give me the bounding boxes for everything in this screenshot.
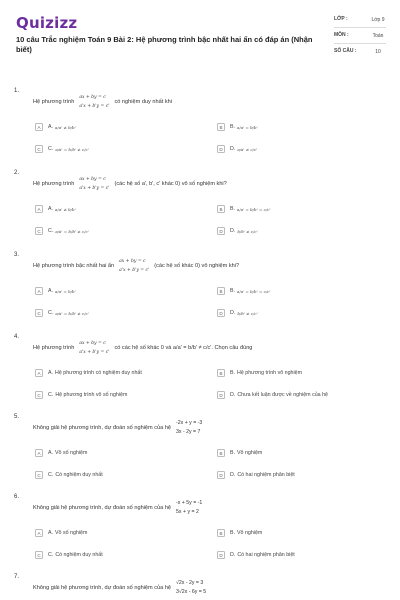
option-text: Vô nghiệm <box>237 450 263 456</box>
option-letter-badge: B <box>217 529 225 537</box>
answer-option-a[interactable] <box>35 286 76 296</box>
equation-line: 3√2x - 6y = 5 <box>176 589 207 595</box>
equation-line: a'x + b'y = c' <box>119 268 150 273</box>
option-letter-badge: D <box>217 309 225 317</box>
option-label: A. <box>48 124 54 130</box>
option-math: a/a' ≠ b/b' <box>55 206 76 212</box>
option-label: A. <box>48 370 54 376</box>
question-number: 4. <box>14 334 20 340</box>
option-letter-badge: D <box>217 391 225 399</box>
option-label: D. <box>230 552 236 558</box>
answer-option-b[interactable] <box>217 204 271 214</box>
option-label: C. <box>48 228 54 234</box>
answer-option-a[interactable] <box>35 122 76 132</box>
worksheet-meta <box>334 16 386 56</box>
question-text <box>33 499 207 517</box>
equation-system <box>176 419 202 437</box>
answer-option-b[interactable] <box>217 368 302 378</box>
option-text: Hệ phương trình có nghiệm duy nhất <box>55 370 142 376</box>
option-letter-badge: A <box>35 369 43 377</box>
equation-line: a'x + b'y = c' <box>79 350 110 355</box>
question-text <box>33 93 172 111</box>
option-math: a/a' = b/b' = c/c' <box>237 288 271 294</box>
option-letter-badge: D <box>217 227 225 235</box>
equation-system <box>119 257 149 275</box>
option-label: B. <box>230 124 236 130</box>
answer-option-d[interactable] <box>217 390 328 400</box>
option-text: Có hai nghiệm phân biệt <box>237 552 295 558</box>
option-text: Vô nghiệm <box>237 530 263 536</box>
question-number: 7. <box>14 574 20 580</box>
answer-option-c[interactable] <box>35 144 89 154</box>
meta-subject-label: MÔN : <box>334 32 349 38</box>
option-label: B. <box>230 288 236 294</box>
option-math: a/a' = b/b' <box>55 288 76 294</box>
option-text: Vô số nghiệm <box>55 530 88 536</box>
equation-system <box>176 579 206 597</box>
option-letter-badge: C <box>35 551 43 559</box>
question-post-text: có các hệ số khác 0 và a/a' = b/b' ≠ c/c'. Chọn câu đúng <box>114 345 253 351</box>
question-post-text: (các hệ số a', b', c' khác 0) vô số nghiệm khi? <box>114 181 227 187</box>
option-text: Có nghiệm duy nhất <box>55 552 103 558</box>
option-label: D. <box>230 228 236 234</box>
answer-option-c[interactable] <box>35 226 89 236</box>
question-pre-text: Không giải hệ phương trình, dự đoán số nghiệm của hệ <box>33 425 172 431</box>
answer-option-c[interactable] <box>35 470 103 480</box>
worksheet-title: 10 câu Trắc nghiệm Toán 9 Bài 2: Hệ phương trình bậc nhất hai ẩn có đáp án (Nhận biết) <box>16 35 313 54</box>
option-letter-badge: A <box>35 205 43 213</box>
question-pre-text: Hệ phương trình bậc nhất hai ẩn <box>33 263 115 269</box>
option-label: A. <box>48 530 54 536</box>
meta-count-value: 10 <box>375 49 381 55</box>
option-text: Vô số nghiệm <box>55 450 88 456</box>
option-label: B. <box>230 370 236 376</box>
option-letter-badge: C <box>35 391 43 399</box>
option-letter-badge: A <box>35 123 43 131</box>
option-label: C. <box>48 392 54 398</box>
answer-option-c[interactable] <box>35 550 103 560</box>
option-math: a/a' = b/b' ≠ c/c' <box>55 146 89 152</box>
question-text <box>33 339 252 357</box>
equation-system <box>176 499 202 517</box>
question-pre-text: Không giải hệ phương trình, dự đoán số nghiệm của hệ <box>33 585 172 591</box>
option-letter-badge: B <box>217 369 225 377</box>
question-text <box>33 579 211 597</box>
option-text: Hệ phương trình vô số nghiệm <box>55 392 128 398</box>
meta-count-label: SỐ CÂU : <box>334 48 357 54</box>
answer-option-c[interactable] <box>35 390 127 400</box>
equation-system <box>79 175 109 193</box>
question-pre-text: Không giải hệ phương trình, dự đoán số nghiệm của hệ <box>33 505 172 511</box>
option-letter-badge: C <box>35 145 43 153</box>
option-label: A. <box>48 288 54 294</box>
option-letter-badge: C <box>35 471 43 479</box>
option-letter-badge: D <box>217 145 225 153</box>
option-label: D. <box>230 310 236 316</box>
answer-option-b[interactable] <box>217 286 271 296</box>
equation-line: ax + by = c <box>79 341 106 346</box>
option-label: A. <box>48 206 54 212</box>
question-pre-text: Hệ phương trình <box>33 181 75 187</box>
answer-option-d[interactable] <box>217 308 258 318</box>
question-number: 5. <box>14 414 20 420</box>
equation-line: ax + by = c <box>79 177 106 182</box>
equation-line: ax + by = c <box>119 259 146 264</box>
meta-count-row <box>334 48 386 56</box>
question-post-text: có nghiệm duy nhất khi <box>114 99 172 105</box>
question-number: 3. <box>14 252 20 258</box>
answer-option-d[interactable] <box>217 144 257 154</box>
meta-grade-value: Lớp 9 <box>371 17 385 23</box>
question-text <box>33 175 227 193</box>
option-text: Có hai nghiệm phân biệt <box>237 472 295 478</box>
option-math: a/a' = b/b' ≠ c/c' <box>55 310 89 316</box>
option-letter-badge: A <box>35 287 43 295</box>
option-label: D. <box>230 472 236 478</box>
answer-option-c[interactable] <box>35 308 89 318</box>
equation-line: 3x - 2y = 7 <box>176 429 201 435</box>
question-number: 1. <box>14 88 20 94</box>
option-math: b/b' ≠ c/c' <box>237 310 258 316</box>
option-math: b/b' ≠ c/c' <box>237 228 258 234</box>
option-label: B. <box>230 206 236 212</box>
answer-option-b[interactable] <box>217 448 262 458</box>
option-label: C. <box>48 552 54 558</box>
equation-line: ax + by = c <box>79 95 106 100</box>
question-text <box>33 257 239 275</box>
equation-line: a'x + b'y = c' <box>79 186 110 191</box>
option-label: C. <box>48 146 54 152</box>
option-label: C. <box>48 310 54 316</box>
option-label: B. <box>230 450 236 456</box>
option-label: D. <box>230 146 236 152</box>
meta-subject-row <box>334 32 386 40</box>
meta-grade-label: LỚP : <box>334 16 348 22</box>
option-math: a/a' ≠ b/b' <box>55 124 76 130</box>
equation-line: 5x + y = 2 <box>176 509 199 515</box>
equation-line: -x + 5y = -1 <box>176 500 203 506</box>
answer-option-a[interactable] <box>35 528 87 538</box>
answer-option-b[interactable] <box>217 122 258 132</box>
answer-option-d[interactable] <box>217 550 295 560</box>
equation-line: √2x - 2y = 3 <box>176 580 204 586</box>
option-math: a/a' = b/b' <box>237 124 258 130</box>
question-text <box>33 419 207 437</box>
quizizz-logo: Quizizz <box>16 14 78 32</box>
option-math: a/a' = b/b' = c/c' <box>237 206 271 212</box>
option-text: Chưa kết luận được về nghiệm của hệ <box>237 392 328 398</box>
option-text: Hệ phương trình vô nghiệm <box>237 370 303 376</box>
option-letter-badge: D <box>217 471 225 479</box>
answer-option-a[interactable] <box>35 368 142 378</box>
option-label: D. <box>230 392 236 398</box>
equation-system <box>79 93 109 111</box>
answer-option-d[interactable] <box>217 226 258 236</box>
option-letter-badge: A <box>35 449 43 457</box>
question-number: 2. <box>14 170 20 176</box>
option-label: B. <box>230 530 236 536</box>
answer-option-d[interactable] <box>217 470 295 480</box>
answer-option-a[interactable] <box>35 448 87 458</box>
equation-line: a'x + b'y = c' <box>79 104 110 109</box>
option-letter-badge: D <box>217 551 225 559</box>
option-letter-badge: B <box>217 123 225 131</box>
meta-subject-value: Toán <box>372 33 384 39</box>
option-label: A. <box>48 450 54 456</box>
answer-option-b[interactable] <box>217 528 262 538</box>
question-post-text: (các hệ số khác 0) vô nghiệm khi? <box>154 263 240 269</box>
option-label: C. <box>48 472 54 478</box>
option-letter-badge: B <box>217 287 225 295</box>
option-text: Có nghiệm duy nhất <box>55 472 103 478</box>
option-letter-badge: C <box>35 227 43 235</box>
question-number: 6. <box>14 494 20 500</box>
equation-line: -2x + y = -3 <box>176 420 203 426</box>
equation-system <box>79 339 109 357</box>
option-letter-badge: B <box>217 449 225 457</box>
question-pre-text: Hệ phương trình <box>33 99 75 105</box>
meta-grade-row <box>334 16 386 24</box>
option-letter-badge: B <box>217 205 225 213</box>
question-pre-text: Hệ phương trình <box>33 345 75 351</box>
option-math: a/a' ≠ c/c' <box>237 146 258 152</box>
option-letter-badge: C <box>35 309 43 317</box>
option-math: a/a' = b/b' ≠ c/c' <box>55 228 89 234</box>
answer-option-a[interactable] <box>35 204 76 214</box>
option-letter-badge: A <box>35 529 43 537</box>
